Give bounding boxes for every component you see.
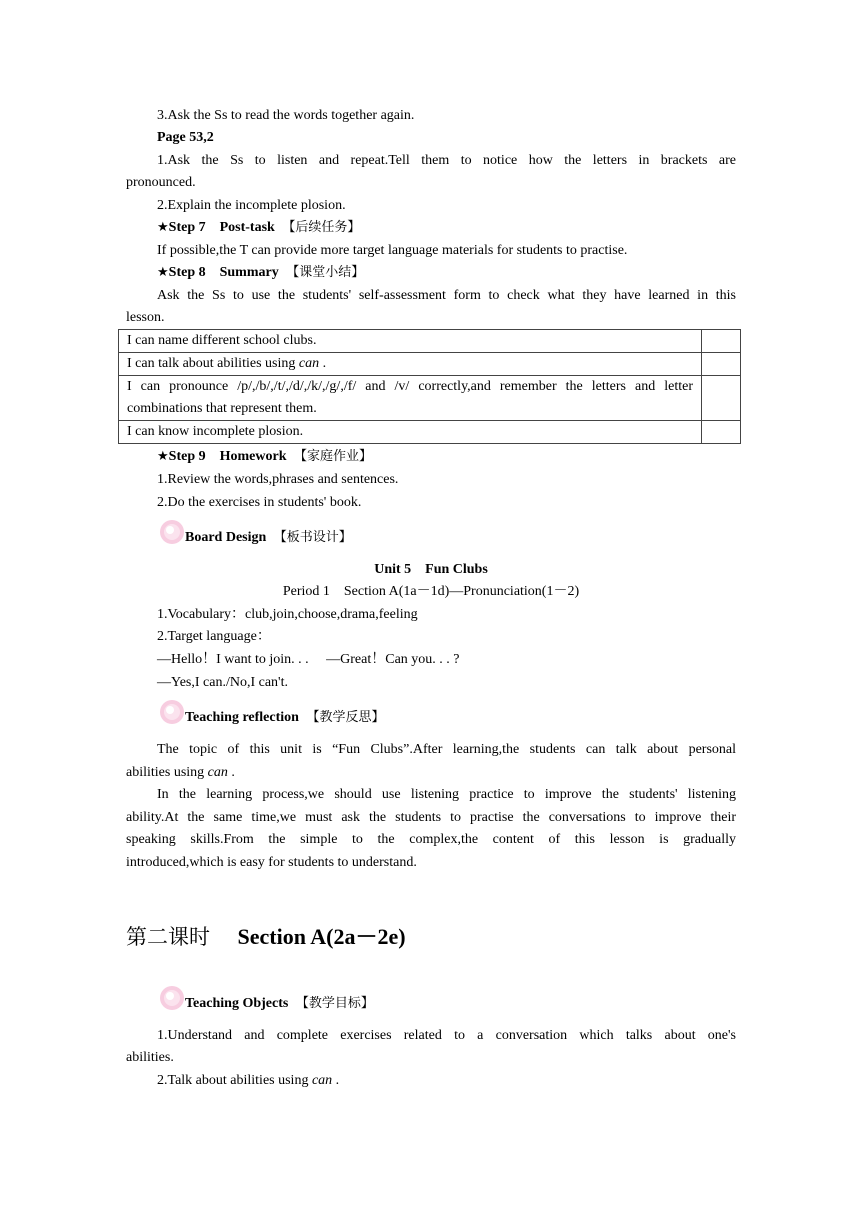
step-heading	[157, 262, 736, 284]
paragraph: introduced,which is easy for students to understand.	[126, 855, 417, 870]
paragraph: 1.Understand and complete exercises related to a conversation which talks about one's	[157, 1028, 736, 1043]
paragraph: If possible,the T can provide more target language materials for students to practise.	[157, 243, 628, 258]
table-cell	[119, 376, 702, 421]
flower-icon	[158, 984, 186, 1012]
board-line: 1.Vocabulary：club,join,choose,drama,feeling	[157, 607, 418, 622]
check-cell	[702, 376, 741, 421]
step-label: Step 8 Summary	[168, 265, 279, 280]
board-line: 2.Target language：	[157, 629, 271, 644]
star-icon: ★	[157, 265, 169, 280]
cell-text: combinations that represent them.	[127, 401, 317, 416]
board-unit-title: Unit 5 Fun Clubs	[374, 562, 488, 577]
page-reference: Page 53,2	[157, 130, 214, 145]
section-title: Teaching reflection 【教学反思】	[185, 710, 385, 725]
paragraph: 2.Explain the incomplete plosion.	[157, 198, 346, 213]
cell-text: I can pronounce /p/,/b/,/t/,/d/,/k/,/g/,/f/ and /v/ correctly,and remember the letters and letter	[127, 379, 694, 394]
section-title: Teaching Objects 【教学目标】	[185, 996, 374, 1011]
lesson-heading-cn: 第二课时	[126, 925, 210, 949]
paragraph: 3.Ask the Ss to read the words together again.	[157, 108, 415, 123]
step-cn-label: 【课堂小结】	[292, 265, 365, 280]
paragraph: 2.Do the exercises in students' book.	[157, 495, 362, 510]
star-icon: ★	[157, 220, 169, 235]
cell-text: I can talk about abilities using	[127, 356, 299, 371]
table-cell: I can name different school clubs.	[119, 330, 702, 353]
cell-text: .	[319, 356, 327, 371]
paragraph: lesson.	[126, 310, 165, 325]
paragraph: ability.At the same time,we must ask the students to practise the conversations to improve their	[126, 810, 736, 825]
table-cell: I can know incomplete plosion.	[119, 421, 702, 444]
board-line: —Yes,I can./No,I can't.	[157, 675, 288, 690]
check-cell	[702, 353, 741, 376]
cell-italic: can	[298, 356, 320, 371]
step-label: Step 9 Homework	[168, 449, 287, 464]
step-heading	[157, 446, 736, 468]
table-row	[119, 330, 741, 353]
paragraph: speaking skills.From the simple to the complex,the content of this lesson is gradually	[126, 832, 736, 847]
paragraph: 1.Review the words,phrases and sentences.	[157, 472, 399, 487]
flower-icon	[158, 518, 186, 546]
paragraph: abilities using can .	[126, 765, 235, 780]
table-row	[119, 421, 741, 444]
paragraph: Ask the Ss to use the students' self-assessment form to check what they have learned in this	[157, 288, 736, 303]
section-title: Board Design 【板书设计】	[185, 530, 352, 545]
lesson-heading	[126, 922, 406, 952]
step-heading	[157, 217, 736, 239]
lesson-heading-en: Section A(2a－2e)	[237, 924, 406, 949]
check-cell	[702, 421, 741, 444]
board-line: —Hello！I want to join. . . —Great！Can you. . . ?	[157, 652, 460, 667]
step-cn-label: 【家庭作业】	[300, 449, 372, 464]
flower-icon	[158, 698, 186, 726]
paragraph: The topic of this unit is “Fun Clubs”.After learning,the students can talk about personal	[157, 742, 736, 757]
paragraph: abilities.	[126, 1050, 174, 1065]
self-assessment-table	[118, 329, 741, 444]
table-row	[119, 353, 741, 376]
check-cell	[702, 330, 741, 353]
table-cell	[119, 353, 702, 376]
board-period: Period 1 Section A(1a－1d)—Pronunciation(1－2)	[282, 584, 580, 599]
star-icon: ★	[157, 449, 169, 464]
paragraph: pronounced.	[126, 175, 196, 190]
table-row	[119, 376, 741, 421]
step-cn-label: 【后续任务】	[288, 220, 361, 235]
paragraph: 2.Talk about abilities using can .	[157, 1073, 340, 1088]
paragraph: In the learning process,we should use listening practice to improve the students' listening	[157, 787, 736, 802]
step-label: Step 7 Post-task	[168, 220, 275, 235]
paragraph: 1.Ask the Ss to listen and repeat.Tell them to notice how the letters in brackets are	[157, 153, 736, 168]
